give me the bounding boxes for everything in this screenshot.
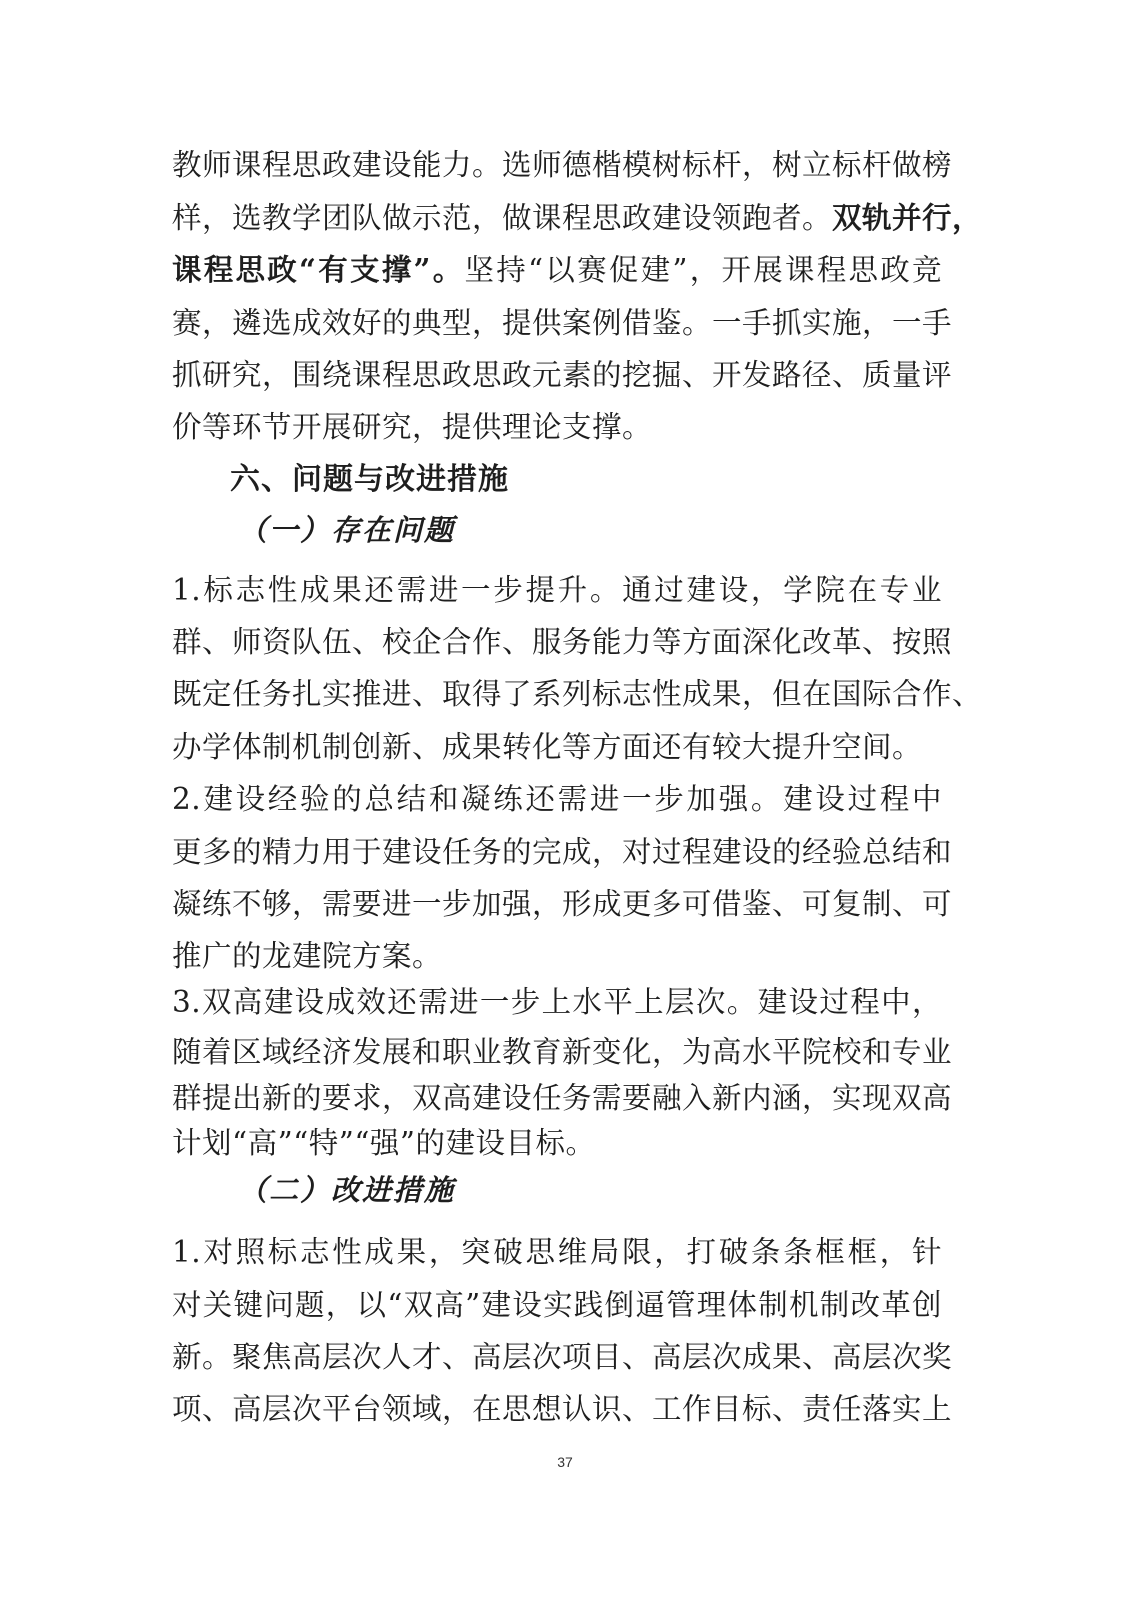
paragraph-line: 1.对照标志性成果，突破思维局限，打破条条框框，针 [172,1235,942,1269]
paragraph-line: 教师课程思政建设能力。选师德楷模树标杆，树立标杆做榜 [172,148,953,182]
bold-lead-text: 双轨并行， [832,200,983,235]
subsection-heading-problems: （一）存在问题 [238,513,456,547]
paragraph-line: 凝练不够，需要进一步加强，形成更多可借鉴、可复制、可 [172,887,953,921]
section-heading: 六、问题与改进措施 [230,462,509,497]
bold-lead-text: 课程思政“有支撑”。 [172,252,465,287]
paragraph-line: 群、师资队伍、校企合作、服务能力等方面深化改革、按照 [172,625,953,659]
page-number: 37 [557,1454,573,1470]
paragraph-line: 推广的龙建院方案。 [172,939,443,973]
paragraph-line: 2.建设经验的总结和凝练还需进一步加强。建设过程中 [172,782,942,816]
paragraph-line: 项、高层次平台领域，在思想认识、工作目标、责任落实上 [172,1392,953,1426]
paragraph-line: 对关键问题，以“双高”建设实践倒逼管理体制机制改革创 [172,1288,942,1322]
paragraph-line: 随着区域经济发展和职业教育新变化，为高水平院校和专业 [172,1035,953,1069]
paragraph-line: 既定任务扎实推进、取得了系列标志性成果，但在国际合作、 [172,677,983,711]
paragraph-line: 抓研究，围绕课程思政思政元素的挖掘、开发路径、质量评 [172,358,953,392]
paragraph-line: 1.标志性成果还需进一步提升。通过建设，学院在专业 [172,573,942,607]
paragraph-text: 坚持“以赛促建”，开展课程思政竞 [464,253,942,287]
paragraph-line: 3.双高建设成效还需进一步上水平上层次。建设过程中， [172,985,942,1019]
paragraph-line: 计划“高”“特”“强”的建设目标。 [172,1126,596,1160]
paragraph-line: 价等环节开展研究，提供理论支撑。 [172,410,653,444]
paragraph-line: 办学体制机制创新、成果转化等方面还有较大提升空间。 [172,730,923,764]
paragraph-text: 样，选教学团队做示范，做课程思政建设领跑者。 [172,201,833,235]
paragraph-line [172,198,983,238]
paragraph-line [172,250,942,290]
paragraph-line: 新。聚焦高层次人才、高层次项目、高层次成果、高层次奖 [172,1340,953,1374]
paragraph-line: 更多的精力用于建设任务的完成，对过程建设的经验总结和 [172,835,953,869]
paragraph-line: 赛，遴选成效好的典型，提供案例借鉴。一手抓实施，一手 [172,306,953,340]
subsection-heading-measures: （二）改进措施 [238,1173,456,1207]
paragraph-line: 群提出新的要求，双高建设任务需要融入新内涵，实现双高 [172,1081,953,1115]
